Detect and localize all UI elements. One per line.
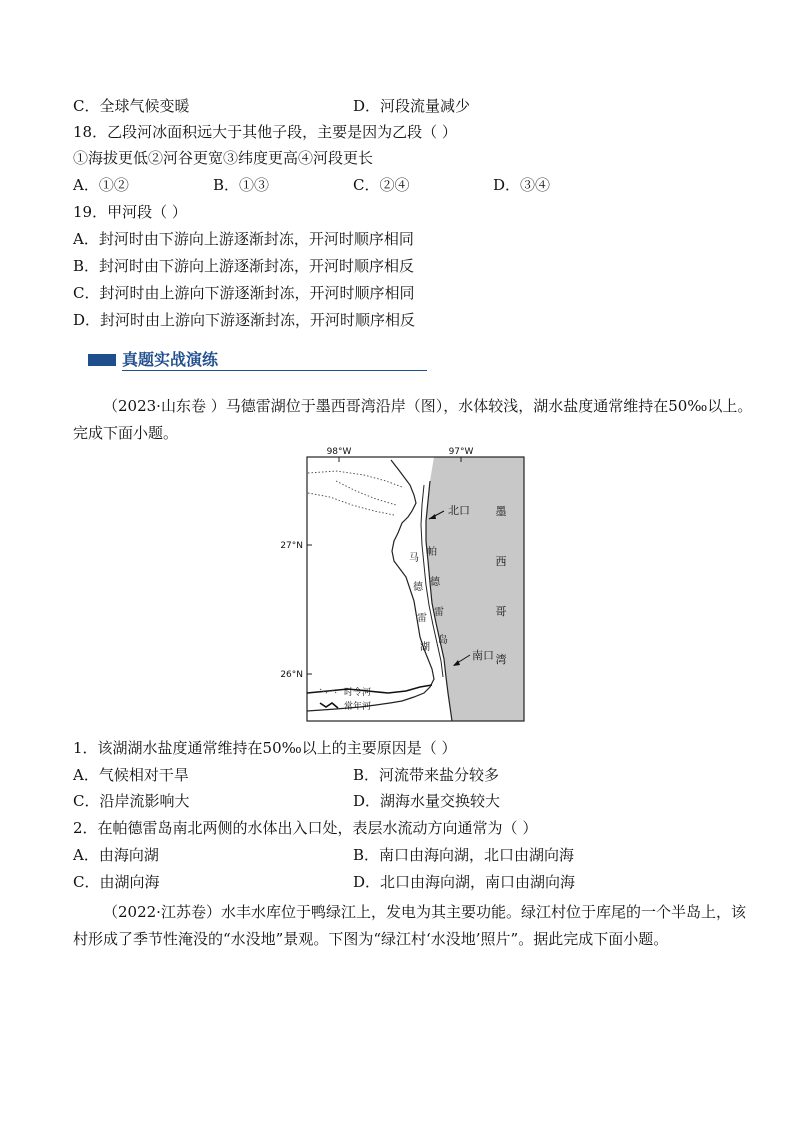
map-svg — [280, 445, 526, 725]
q1-option-a: A．气候相对干旱 — [73, 766, 189, 784]
q2-stem: 2．在帕德雷岛南北两侧的水体出入口处，表层水流动方向通常为（ ） — [73, 819, 538, 837]
legend-perennial-icon — [320, 703, 338, 708]
lon-label-97w: 97°W — [448, 447, 474, 457]
q19-option-b: B．封河时由下游向上游逐渐封冻，开河时顺序相反 — [73, 257, 415, 275]
lake-label-char-2: 德 — [413, 582, 423, 593]
q19-stem: 19．甲河段（ ） — [73, 203, 187, 221]
lake-label-char-3: 雷 — [417, 613, 427, 624]
sea-label-char-4: 湾 — [495, 653, 507, 666]
sea-label-char-3: 哥 — [495, 605, 507, 618]
q1-option-c: C．沿岸流影响大 — [73, 792, 190, 810]
sea-label-char-2: 西 — [495, 555, 507, 568]
lat-label-26n: 26°N — [280, 670, 303, 680]
lon-label-98w: 98°W — [326, 447, 352, 457]
q19-option-a: A．封河时由下游向上游逐渐封冻，开河时顺序相同 — [73, 230, 414, 248]
legend-seasonal-label: 时令河 — [344, 688, 372, 698]
section-rule — [122, 370, 427, 371]
south-inlet-label: 南口 — [472, 649, 494, 662]
sea-label-char-1: 墨 — [495, 505, 507, 518]
seasonal-river-1 — [308, 471, 402, 487]
lake-label-char-1: 马 — [409, 553, 419, 564]
section-header — [88, 349, 428, 373]
q19-option-d: D．封河时由上游向下游逐渐封冻，开河时顺序相反 — [73, 311, 416, 329]
section-bar-icon — [88, 354, 116, 366]
legend-perennial-label: 常年河 — [344, 702, 372, 712]
island-label-char-2: 德 — [430, 577, 440, 588]
gulf-sea-area — [426, 457, 524, 721]
q1-option-b: B．河流带来盐分较多 — [353, 766, 500, 784]
island-label-char-1: 帕 — [427, 547, 437, 558]
q2-option-a: A．由海向湖 — [73, 846, 159, 864]
intro-2023-line1: （2023·山东卷 ）马德雷湖位于墨西哥湾沿岸（图），水体较浅，湖水盐度通常维持在50‰以上。 — [103, 397, 753, 415]
intro-2023-line2: 完成下面小题。 — [73, 424, 179, 442]
intro-2022-line2: 村形成了季节性淹没的“水没地”景观。下图为“绿江村‘水没地’照片”。据此完成下面小题。 — [73, 930, 669, 948]
north-inlet-label: 北口 — [448, 504, 470, 517]
island-label-char-4: 岛 — [438, 635, 448, 646]
lat-label-27n: 27°N — [280, 541, 303, 551]
q17-option-d: D．河段流量减少 — [353, 97, 471, 115]
q2-option-c: C．由湖向海 — [73, 873, 160, 891]
madre-lagoon-map — [280, 445, 526, 725]
q1-option-d: D．湖海水量交换较大 — [353, 792, 501, 810]
q2-option-b: B．南口由海向湖，北口由湖向海 — [353, 846, 575, 864]
q18-option-b: B．①③ — [213, 176, 270, 194]
island-label-char-3: 雷 — [434, 607, 444, 618]
q18-statements: ①海拔更低②河谷更宽③纬度更高④河段更长 — [73, 149, 374, 167]
lake-label-char-4: 湖 — [420, 642, 430, 653]
intro-2022-line1: （2022·江苏卷）水丰水库位于鸭绿江上，发电为其主要功能。绿江村位于库尾的一个半岛上，该 — [103, 903, 746, 921]
seasonal-river-3 — [336, 481, 396, 505]
q2-option-d: D．北口由海向湖，南口由湖向海 — [353, 873, 576, 891]
q1-stem: 1．该湖湖水盐度通常维持在50‰以上的主要原因是（ ） — [73, 739, 457, 757]
q18-stem: 18．乙段河冰面积远大于其他子段，主要是因为乙段（ ） — [73, 123, 457, 141]
q18-option-c: C．②④ — [353, 176, 410, 194]
section-title: 真题实战演练 — [122, 350, 219, 369]
q17-option-c: C．全球气候变暖 — [73, 97, 190, 115]
q18-option-d: D．③④ — [493, 176, 551, 194]
q18-option-a: A．①② — [73, 176, 129, 194]
seasonal-river-2 — [308, 493, 394, 515]
q19-option-c: C．封河时由上游向下游逐渐封冻，开河时顺序相同 — [73, 284, 415, 302]
